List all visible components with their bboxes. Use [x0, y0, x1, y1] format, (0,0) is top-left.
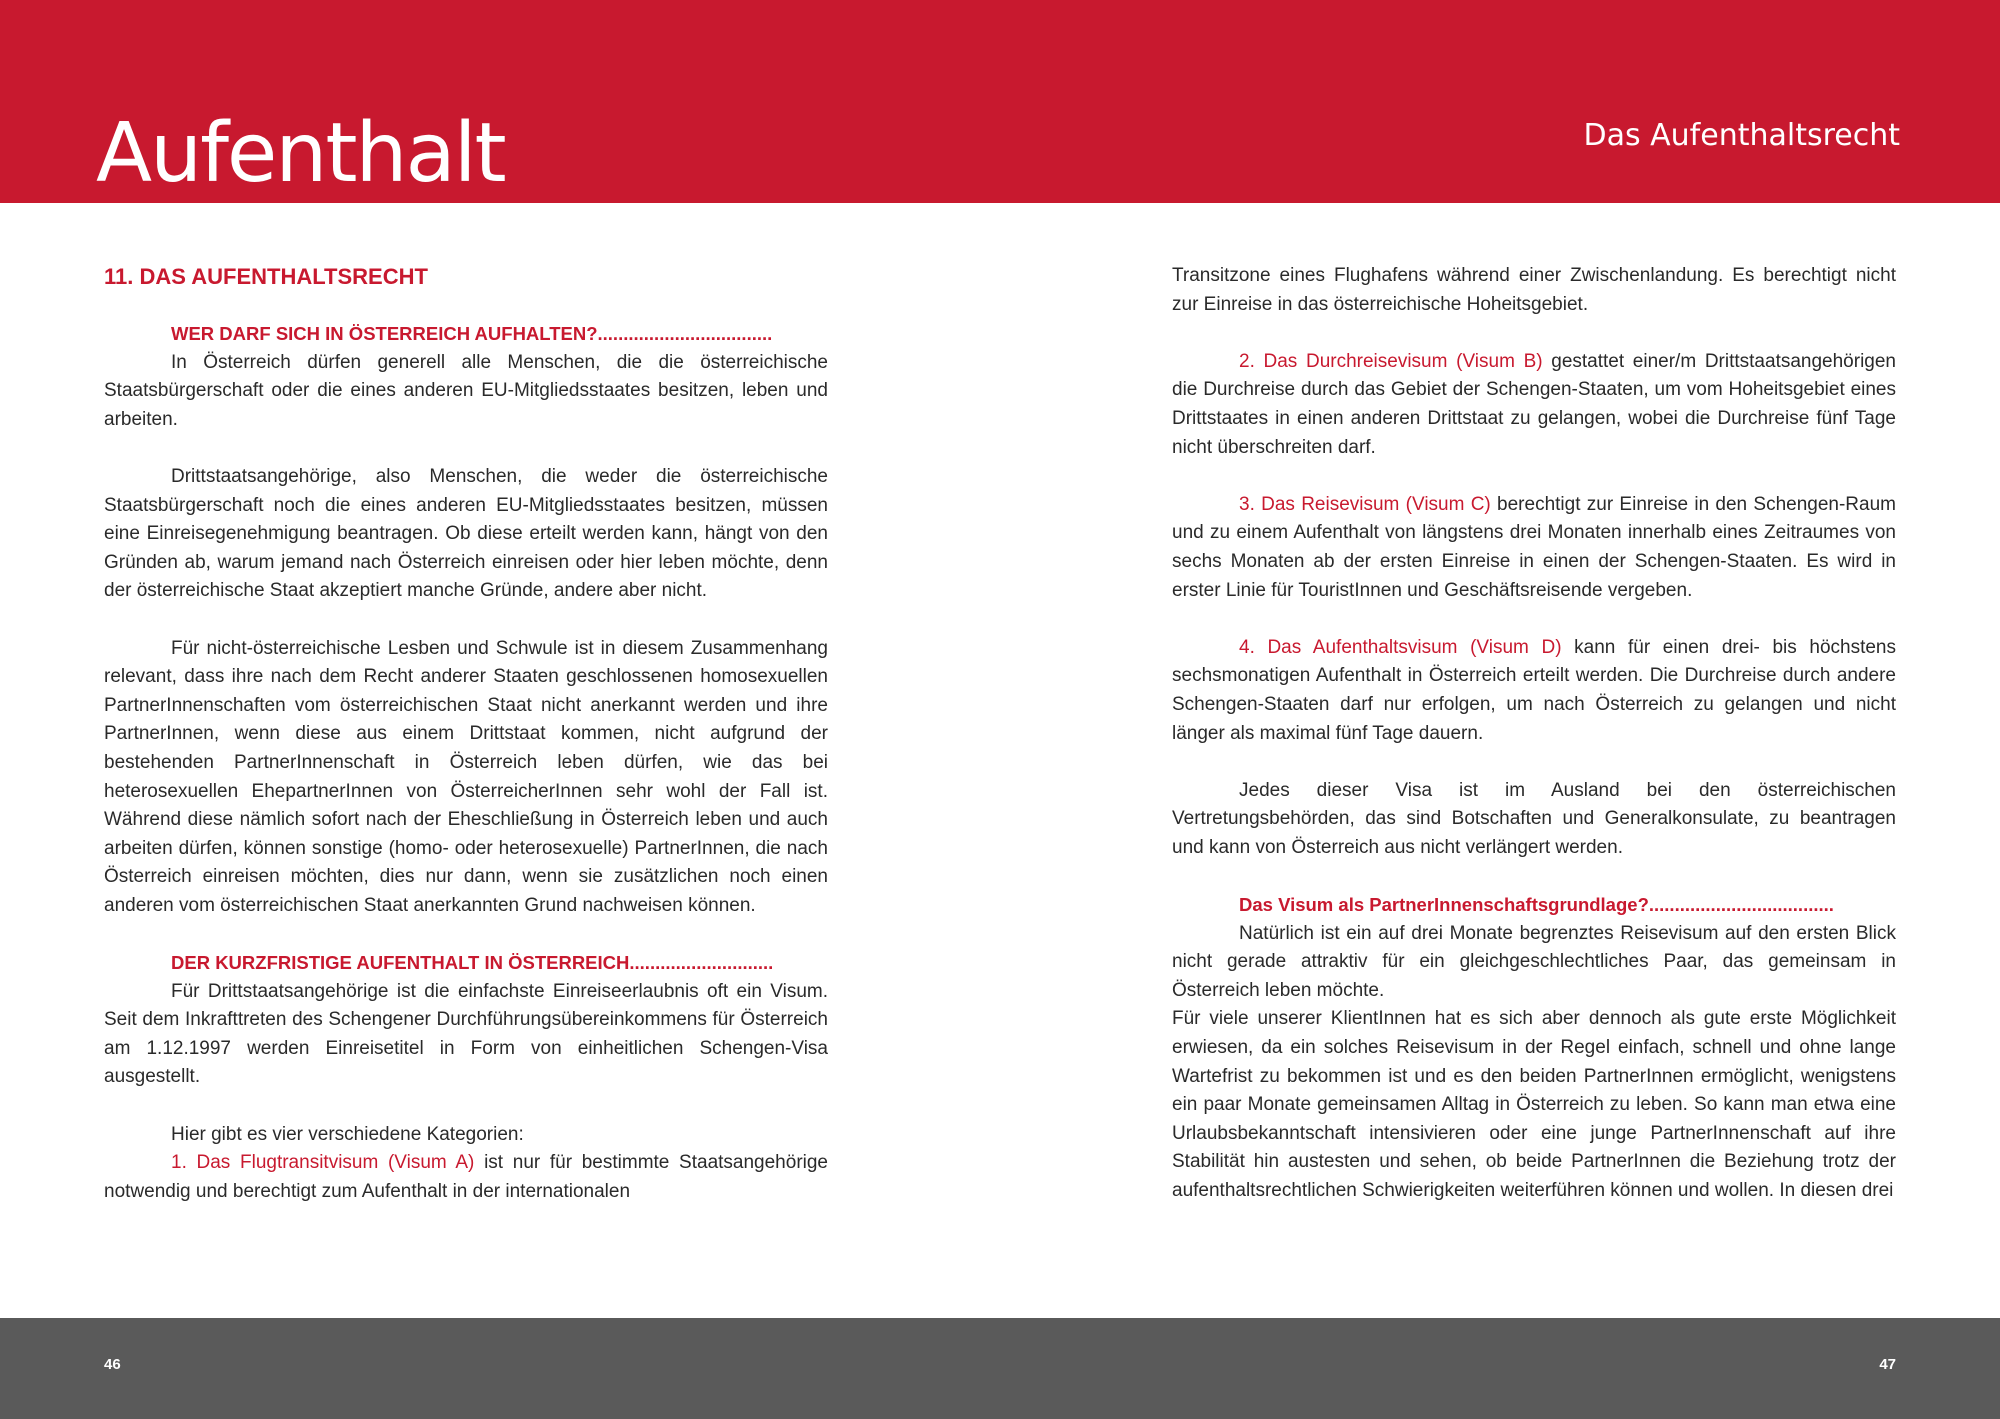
subheading-visa-partnership: [1172, 891, 1896, 920]
paragraph: Natürlich ist ein auf drei Monate begrenztes Reisevisum auf den ersten Blick nicht gerade attraktiv für ein gleichgeschlechtliches Paar, das gemeinsam in Österreich leben möchte.: [1172, 922, 1896, 1001]
subheading-text: WER DARF SICH IN ÖSTERREICH AUFHALTEN?: [171, 323, 598, 344]
subheading-text: DER KURZFRISTIGE AUFENTHALT IN ÖSTERREICH: [171, 952, 630, 974]
visa-a-label: 1. Das Flugtransitvisum (Visum A): [171, 1152, 475, 1174]
paragraph-visa-a: [104, 1149, 828, 1206]
paragraph-visa-b: [1172, 348, 1896, 462]
paragraph: Drittstaatsangehörige, also Menschen, die weder die österreichische Staatsbürgerschaft noch die eines anderen EU-Mitgliedsstaates besitzen, müssen eine Einreisegenehmigung beantragen. Ob diese erteilt werden kann, hängt von den Gründen ab, warum jemand nach Österreich einreisen oder hier leben möchte, denn der österreichische Staat akzeptiert manche Gründe, andere aber nicht.: [104, 465, 828, 602]
paragraph-visa-c: [1172, 491, 1896, 605]
visa-b-text: gestattet einer/m Drittstaatsangehörigen die Durchreise durch das Gebiet der Schengen-Staaten, um vom Hoheitsgebiet eines Drittstaates in einen anderen Drittstaat zu gelangen, wobei die Durchreise fünf Tage nicht überschreiten darf.: [1172, 350, 1896, 458]
paragraph: Für viele unserer KlientInnen hat es sich aber dennoch als gute erste Möglichkeit erwiesen, da ein solches Reisevisum in der Regel einfach, schnell und ohne lange Wartefrist zu bekommen ist und es den beiden PartnerInnen ermöglicht, wenigstens ein paar Monate gemeinsamen Alltag in Österreich zu leben. So kann man etwa eine Urlaubsbekanntschaft intensivieren oder eine junge PartnerInnenschaft auf ihre Stabilität hin austesten und sehen, ob beide PartnerInnen die Beziehung trotz der aufenthaltsrechtlichen Schwierigkeiten weiterführen können und wollen. In diesen drei: [1172, 1008, 1896, 1201]
subheading-who-may-stay: [104, 320, 828, 349]
chapter-title: Aufenthalt: [96, 106, 505, 201]
paragraph: Hier gibt es vier verschiedene Kategorien:: [171, 1123, 524, 1145]
leader-dots: ............................: [629, 952, 774, 974]
page-number-right: 47: [1879, 1356, 1896, 1373]
paragraph: Jedes dieser Visa ist im Ausland bei den österreichischen Vertretungsbehörden, das sind Botschaften und Generalkonsulate, zu beantragen und kann von Österreich aus nicht verlängert werden.: [1172, 779, 1896, 858]
visa-c-label: 3. Das Reisevisum (Visum C): [1239, 493, 1491, 515]
paragraph-visa-d: [1172, 634, 1896, 748]
visa-d-label: 4. Das Aufenthaltsvisum (Visum D): [1239, 636, 1562, 658]
footer-bar: [0, 1318, 2000, 1419]
page-number-left: 46: [104, 1356, 121, 1373]
visa-c-text: berechtigt zur Einreise in den Schengen-Raum und zu einem Aufenthalt von längstens drei Monaten innerhalb eines Zeitraumes von sechs Monaten ab der ersten Einreise in einen der Schengen-Staaten. Es wird in erster Linie für TouristInnen und Geschäftsreisende vergeben.: [1172, 493, 1896, 601]
section-title: 11. DAS AUFENTHALTSRECHT: [104, 264, 428, 289]
paragraph: Transitzone eines Flughafens während einer Zwischenlandung. Es berechtigt nicht zur Einreise in das österreichische Hoheitsgebiet.: [1172, 265, 1896, 315]
paragraph: In Österreich dürfen generell alle Menschen, die die österreichische Staatsbürgerschaft oder die eines anderen EU-Mitgliedsstaates besitzen, leben und arbeiten.: [104, 351, 828, 430]
subheading-text: Das Visum als PartnerInnenschaftsgrundlage?: [1239, 894, 1649, 916]
leader-dots: ....................................: [1648, 894, 1834, 916]
leader-dots: ..................................: [597, 323, 773, 344]
running-title: Das Aufenthaltsrecht: [1583, 118, 1900, 153]
visa-b-label: 2. Das Durchreisevisum (Visum B): [1239, 350, 1543, 372]
header-banner: [0, 0, 2000, 203]
paragraph: Für Drittstaatsangehörige ist die einfachste Einreiseerlaubnis oft ein Visum. Seit dem Inkrafttreten des Schengener Durchführungsübereinkommens für Österreich am 1.12.1997 werden Einreisetitel in Form von einheitlichen Schengen-Visa ausgestellt.: [104, 980, 828, 1088]
left-page-column: [104, 262, 828, 1206]
visa-d-text: kann für einen drei- bis höchstens sechsmonatigen Aufenthalt in Österreich erteilt werden. Die Durchreise durch andere Schengen-Staaten darf nur erfolgen, um nach Österreich zu gelangen und nicht länger als maximal fünf Tage dauern.: [1172, 636, 1896, 744]
right-page-column: [1172, 262, 1896, 1206]
subheading-short-stay: [104, 949, 828, 978]
paragraph: Für nicht-österreichische Lesben und Schwule ist in diesem Zusammenhang relevant, dass ihre nach dem Recht anderer Staaten geschlossenen homosexuellen PartnerInnenschaften vom österreichischen Staat nicht anerkannt werden und ihre PartnerInnen, wenn diese aus einem Drittstaat kommen, nicht aufgrund der bestehenden PartnerInnenschaft in Österreich leben dürfen, wie das bei heterosexuellen EhepartnerInnen von ÖsterreicherInnen sehr wohl der Fall ist. Während diese nämlich sofort nach der Eheschließung in Österreich leben und auch arbeiten dürfen, können sonstige (homo- oder heterosexuelle) PartnerInnen, die nach Österreich einreisen möchten, dies nur dann, wenn sie zusätzlichen noch einen anderen vom österreichischen Staat anerkannten Grund nachweisen können.: [104, 637, 828, 916]
visa-a-text: ist nur für bestimmte Staatsangehörige notwendig und berechtigt zum Aufenthalt in der internationalen: [104, 1152, 828, 1202]
